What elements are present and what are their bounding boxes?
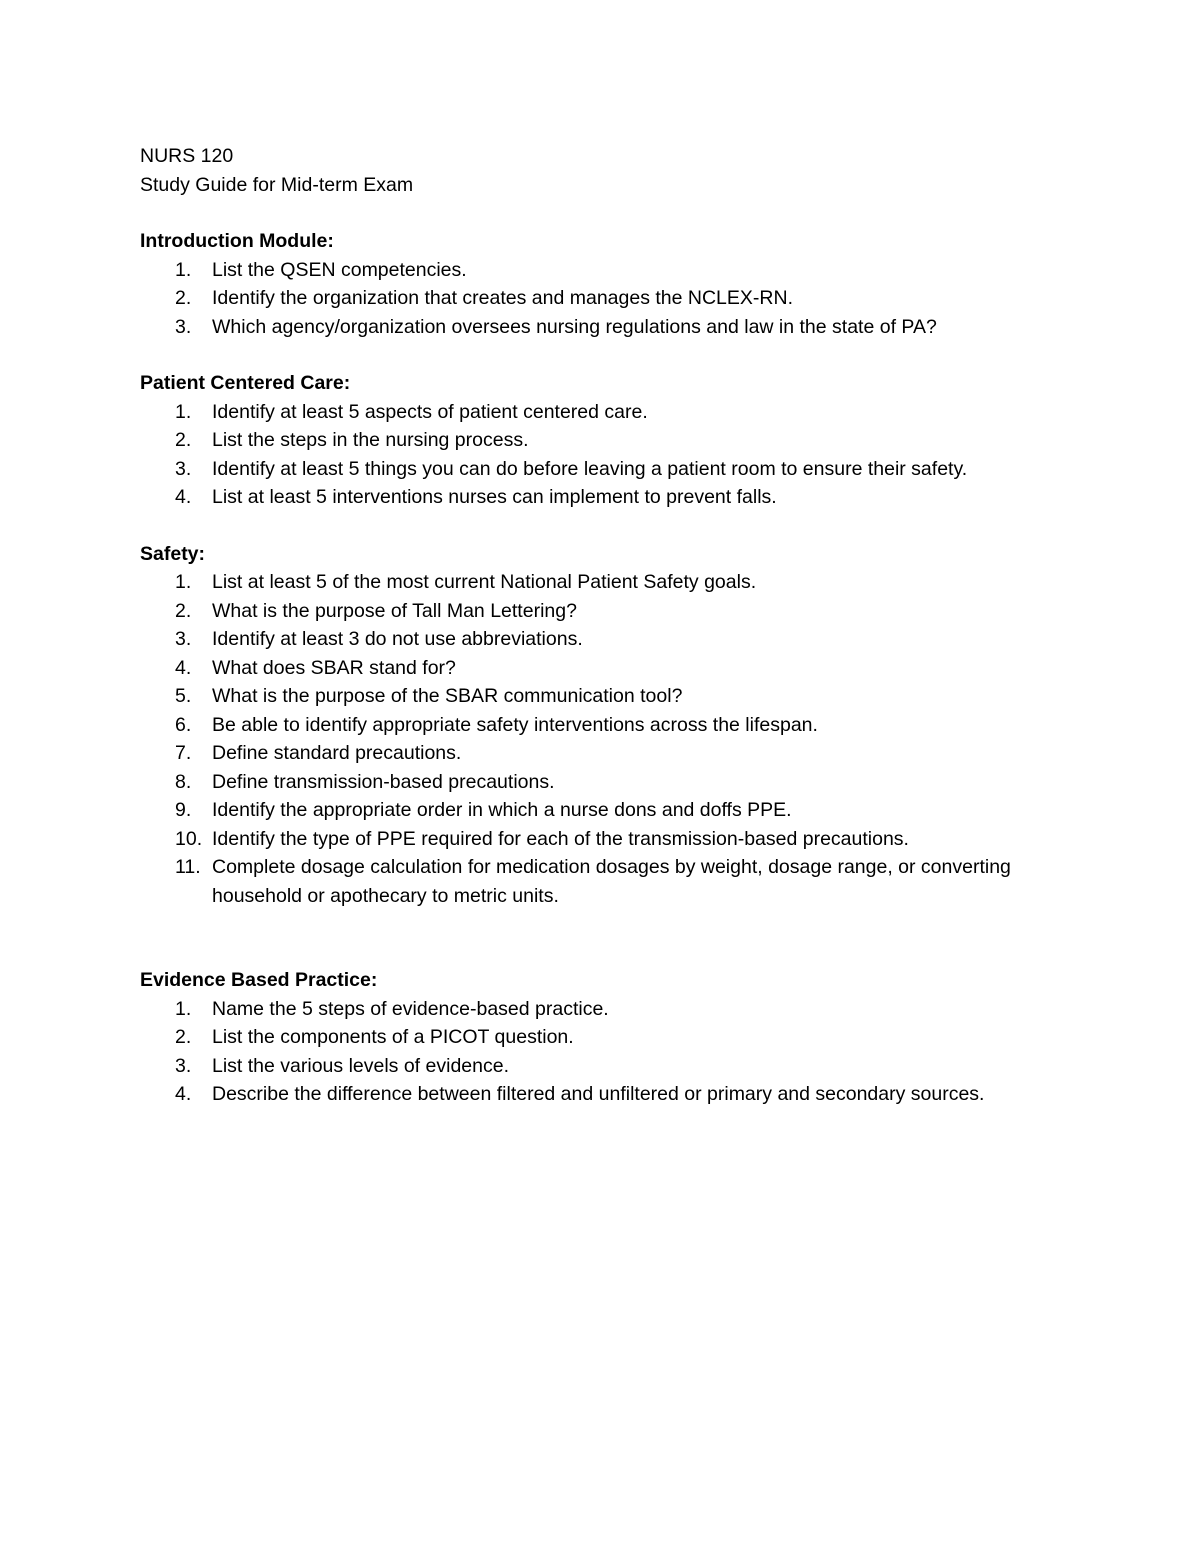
item-text: Be able to identify appropriate safety interventions across the lifespan. (212, 713, 818, 736)
question-list (140, 568, 1060, 910)
item-number: 4. (175, 1083, 192, 1105)
item-text: List at least 5 of the most current National Patient Safety goals. (212, 571, 757, 593)
item-number: 1. (175, 997, 192, 1020)
course-title: NURS 120 (140, 145, 234, 167)
item-number: 1. (175, 571, 192, 593)
list-item (140, 483, 1060, 512)
list-item (140, 597, 1060, 626)
item-text: Define transmission-based precautions. (212, 770, 555, 793)
item-number: 3. (175, 628, 192, 650)
item-text: Define standard precautions. (212, 742, 462, 764)
list-item (140, 739, 1060, 768)
document-subtitle: Study Guide for Mid-term Exam (140, 173, 414, 196)
item-number: 11. (175, 856, 201, 878)
item-text: Name the 5 steps of evidence-based practice. (212, 997, 609, 1020)
list-item (140, 1052, 1060, 1081)
list-item (140, 654, 1060, 683)
list-item (140, 995, 1060, 1024)
list-item (140, 796, 1060, 825)
item-number: 2. (175, 287, 192, 309)
list-item (140, 625, 1060, 654)
section-introduction-module (140, 227, 1060, 341)
item-text: Identify the type of PPE required for each of the transmission-based precautions. (212, 827, 909, 850)
section-patient-centered-care (140, 369, 1060, 512)
item-number: 4. (175, 656, 192, 679)
list-item (140, 711, 1060, 740)
item-text: Identify at least 5 aspects of patient centered care. (212, 400, 648, 423)
item-number: 2. (175, 1026, 192, 1048)
item-text: List the various levels of evidence. (212, 1054, 509, 1077)
item-text: List the components of a PICOT question. (212, 1026, 574, 1048)
list-item (140, 256, 1060, 285)
list-item (140, 1080, 1060, 1109)
item-text: Identify the organization that creates and manages the NCLEX-RN. (212, 287, 793, 309)
section-heading: Patient Centered Care: (140, 372, 351, 394)
item-text: List the QSEN competencies. (212, 258, 467, 281)
list-item (140, 426, 1060, 455)
item-text: List the steps in the nursing process. (212, 429, 529, 451)
section-evidence-based-practice (140, 966, 1060, 1109)
item-number: 1. (175, 400, 192, 423)
question-list (140, 256, 1060, 342)
list-item (140, 398, 1060, 427)
list-item (140, 853, 1060, 910)
section-heading: Evidence Based Practice: (140, 969, 378, 991)
item-number: 2. (175, 599, 192, 622)
list-item (140, 682, 1060, 711)
item-text: Identify the appropriate order in which a nurse dons and doffs PPE. (212, 799, 792, 821)
item-number: 8. (175, 770, 192, 793)
question-list (140, 995, 1060, 1109)
question-list (140, 398, 1060, 512)
item-text: Identify at least 3 do not use abbreviations. (212, 628, 583, 650)
list-item (140, 768, 1060, 797)
item-text: What is the purpose of the SBAR communication tool? (212, 685, 683, 707)
section-safety (140, 540, 1060, 911)
item-text: Identify at least 5 things you can do before leaving a patient room to ensure their safety. (212, 457, 968, 480)
item-number: 3. (175, 1054, 192, 1077)
list-item (140, 568, 1060, 597)
list-item (140, 313, 1060, 342)
item-number: 7. (175, 742, 192, 764)
section-heading: Safety: (140, 542, 206, 565)
list-item (140, 455, 1060, 484)
section-heading: Introduction Module: (140, 230, 334, 252)
list-item (140, 284, 1060, 313)
document-body (140, 142, 1060, 1109)
item-text: Which agency/organization oversees nursing regulations and law in the state of PA? (212, 315, 937, 338)
item-number: 1. (175, 258, 192, 281)
item-number: 3. (175, 315, 192, 338)
list-item (140, 1023, 1060, 1052)
list-item (140, 825, 1060, 854)
item-number: 4. (175, 486, 192, 508)
item-number: 6. (175, 713, 192, 736)
item-number: 9. (175, 799, 192, 821)
item-text: What does SBAR stand for? (212, 656, 456, 679)
item-text: Complete dosage calculation for medication dosages by weight, dosage range, or converting household or apothecary to metric units. (212, 856, 1011, 907)
item-number: 10. (175, 827, 203, 850)
item-text: What is the purpose of Tall Man Lettering? (212, 599, 577, 622)
item-number: 2. (175, 429, 192, 451)
item-text: List at least 5 interventions nurses can implement to prevent falls. (212, 486, 777, 508)
item-number: 3. (175, 457, 192, 480)
item-text: Describe the difference between filtered and unfiltered or primary and secondary sources. (212, 1083, 985, 1105)
item-number: 5. (175, 685, 192, 707)
